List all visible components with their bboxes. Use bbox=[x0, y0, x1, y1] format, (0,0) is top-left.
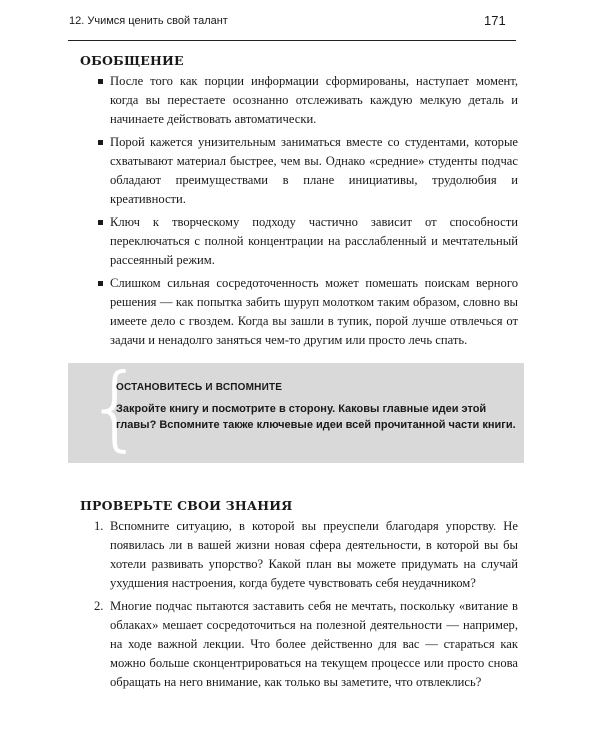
bullet-square-icon bbox=[98, 140, 103, 145]
question-number: 1. bbox=[94, 519, 104, 533]
list-item bbox=[78, 517, 518, 593]
list-item-text: Слишком сильная сосредоточенность может помешать поискам верного решения — как попытка забить шуруп молотком таким образом, словно вы имеете дело с гвоздем. Когда вы зашли в тупик, порой лучше отвлечься от задачи и ненадолго заняться чем-то другим или просто лечь спать. bbox=[110, 276, 518, 347]
callout-text: Закройте книгу и посмотрите в сторону. Каковы главные идеи этой главы? Вспомните также ключевые идеи всей прочитанной части книги. bbox=[116, 403, 516, 431]
summary-heading: ОБОБЩЕНИЕ bbox=[80, 53, 184, 68]
summary-list bbox=[78, 72, 518, 354]
list-item bbox=[78, 597, 518, 692]
list-item-text: Ключ к творческому подходу частично зависит от способности переключаться с полной концентрации на расслабленный и мечтательный рассеянный режим. bbox=[110, 215, 518, 267]
list-item bbox=[78, 133, 518, 209]
page-number: 171 bbox=[484, 13, 506, 28]
question-number: 2. bbox=[94, 599, 104, 613]
list-item-text: Порой кажется унизительным заниматься вместе со студентами, которые схватывают материал быстрее, чем вы. Однако «средние» студенты подчас обладают преимуществами в плане инициативы, трудолюбия и креативности. bbox=[110, 135, 518, 206]
question-text: Многие подчас пытаются заставить себя не мечтать, поскольку «витание в облаках» мешает сосредоточиться на полезной деятельности — например, на ходе важной лекции. Что более действенно для вас — стараться как можно больше сконцентрироваться на текущем процессе или просто снова обращать на него внимание, как только вы заметите, что отвлеклись? bbox=[110, 599, 518, 689]
question-text: Вспомните ситуацию, в которой вы преуспели благодаря упорству. Не появилась ли в вашей жизни новая сфера деятельности, в которой вы бы хотели развивать упорство? Какой план вы можете придумать на случай ухудшения настроения, когда будете чувствовать себя неудачником? bbox=[110, 519, 518, 590]
bullet-square-icon bbox=[98, 220, 103, 225]
question-list bbox=[78, 517, 518, 696]
header-rule bbox=[68, 40, 516, 41]
bullet-square-icon bbox=[98, 281, 103, 286]
list-item-text: После того как порции информации сформированы, наступает момент, когда вы перестаете осознанно отслеживать каждую мелкую деталь и начинаете действовать автоматически. bbox=[110, 74, 518, 126]
curly-brace-icon: { bbox=[86, 354, 145, 461]
list-item bbox=[78, 274, 518, 350]
list-item bbox=[78, 72, 518, 129]
list-item bbox=[78, 213, 518, 270]
callout-title: ОСТАНОВИТЕСЬ И ВСПОМНИТЕ bbox=[116, 382, 283, 393]
running-head: 12. Учимся ценить свой талант bbox=[69, 15, 228, 27]
bullet-square-icon bbox=[98, 79, 103, 84]
check-heading: ПРОВЕРЬТЕ СВОИ ЗНАНИЯ bbox=[80, 498, 293, 513]
